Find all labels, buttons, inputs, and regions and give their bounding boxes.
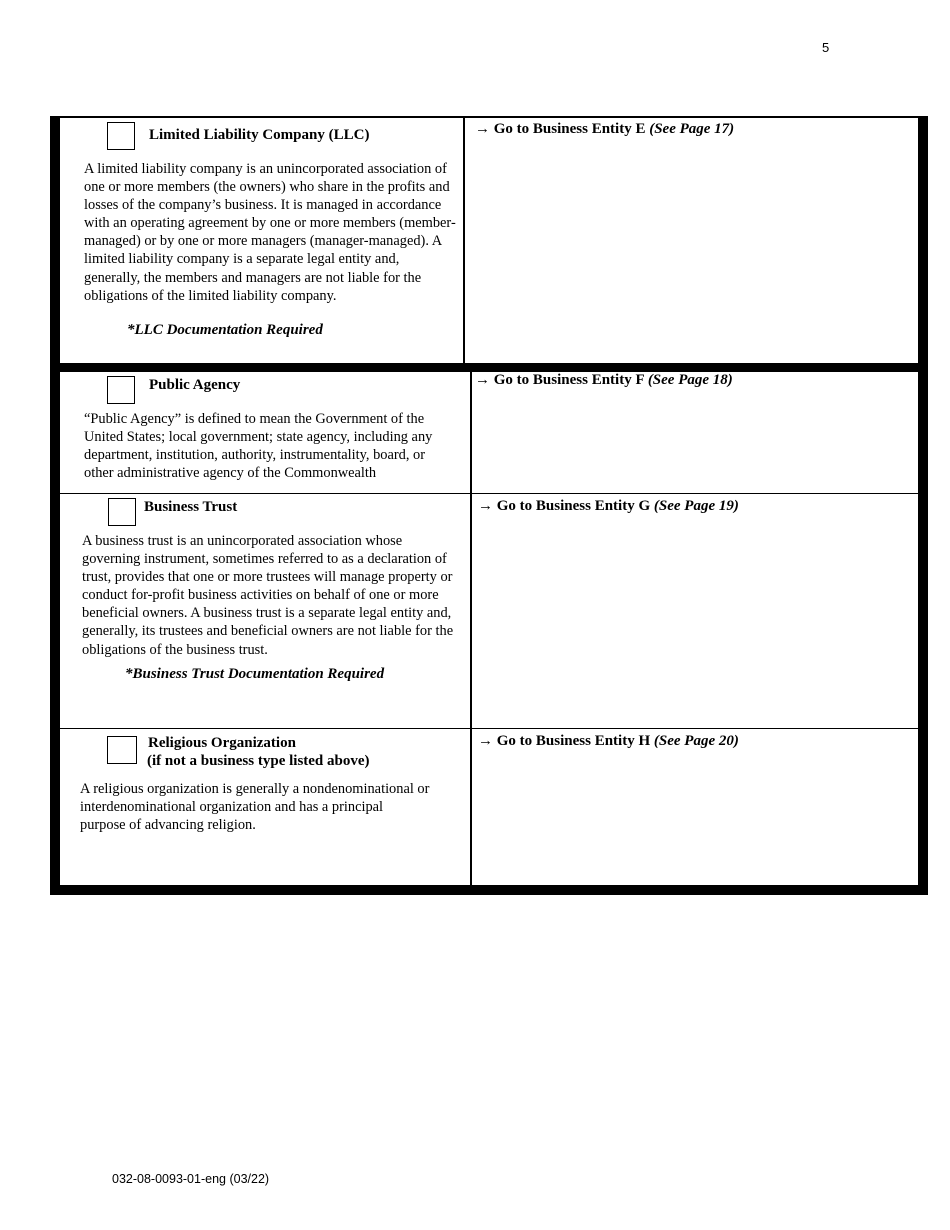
business-trust-goto-text: → Go to Business Entity G	[478, 498, 651, 514]
llc-doc-required: *LLC Documentation Required	[127, 322, 323, 338]
public-agency-description: “Public Agency” is defined to mean the Government of the United States; local government; state agency, including any department, institution, authority, instrumentality, board, or other administrative agency of the Commonwealth	[84, 411, 433, 482]
business-trust-title: Business Trust	[144, 499, 238, 515]
table-border-top	[60, 116, 918, 118]
business-trust-checkbox[interactable]	[108, 498, 136, 526]
public-agency-goto-link[interactable]	[475, 372, 733, 389]
religious-org-checkbox[interactable]	[107, 736, 137, 764]
page-number: 5	[822, 40, 830, 55]
llc-goto-link[interactable]	[475, 121, 734, 138]
public-agency-title: Public Agency	[149, 377, 241, 393]
public-agency-goto-text: → Go to Business Entity F	[475, 372, 645, 388]
row-divider	[60, 728, 918, 729]
religious-org-subtitle: (if not a business type listed above)	[147, 753, 370, 769]
column-divider	[463, 116, 465, 364]
religious-org-goto-text: → Go to Business Entity H	[478, 733, 651, 749]
business-trust-doc-required: *Business Trust Documentation Required	[125, 666, 385, 682]
business-trust-see-page: (See Page 19)	[653, 498, 739, 514]
religious-org-see-page: (See Page 20)	[653, 733, 739, 749]
public-agency-checkbox[interactable]	[107, 376, 135, 404]
column-divider	[470, 372, 472, 886]
business-trust-description: A business trust is an unincorporated association whose governing instrument, sometimes referred to as a declaration of trust, provides that one or more trustees will manage property or conduct for-profit business activities on behalf of one or more beneficial owners. A business trust is a separate legal entity and, generally, its trustees and beneficial owners are not liable for the obligations of the business trust.	[82, 533, 454, 658]
llc-description: A limited liability company is an unincorporated association of one or more members (the owners) who share in the profits and losses of the company’s business. It is managed in accordance with an operating agreement by one or more members (member-managed) or by one or more managers (manager-managed). A limited liability company is a separate legal entity and, generally, the members and managers are not liable for the obligations of the limited liability company.	[84, 161, 456, 304]
table-border-left	[50, 116, 60, 895]
public-agency-see-page: (See Page 18)	[647, 372, 733, 388]
table-border-right	[918, 116, 928, 895]
llc-checkbox[interactable]	[107, 122, 135, 150]
business-trust-goto-link[interactable]	[478, 498, 739, 515]
form-code: 032-08-0093-01-eng (03/22)	[112, 1172, 270, 1186]
table-border-bottom	[50, 885, 928, 895]
row-divider-thick	[60, 363, 918, 372]
religious-org-title: Religious Organization	[148, 735, 296, 751]
religious-org-description: A religious organization is generally a nondenominational or interdenominational organization and has a principal purpose of advancing religion.	[80, 781, 430, 834]
llc-see-page: (See Page 17)	[649, 121, 735, 137]
llc-title: Limited Liability Company (LLC)	[149, 127, 370, 143]
row-divider	[60, 493, 918, 494]
llc-goto-text: → Go to Business Entity E	[475, 121, 646, 137]
religious-org-goto-link[interactable]	[478, 733, 739, 750]
